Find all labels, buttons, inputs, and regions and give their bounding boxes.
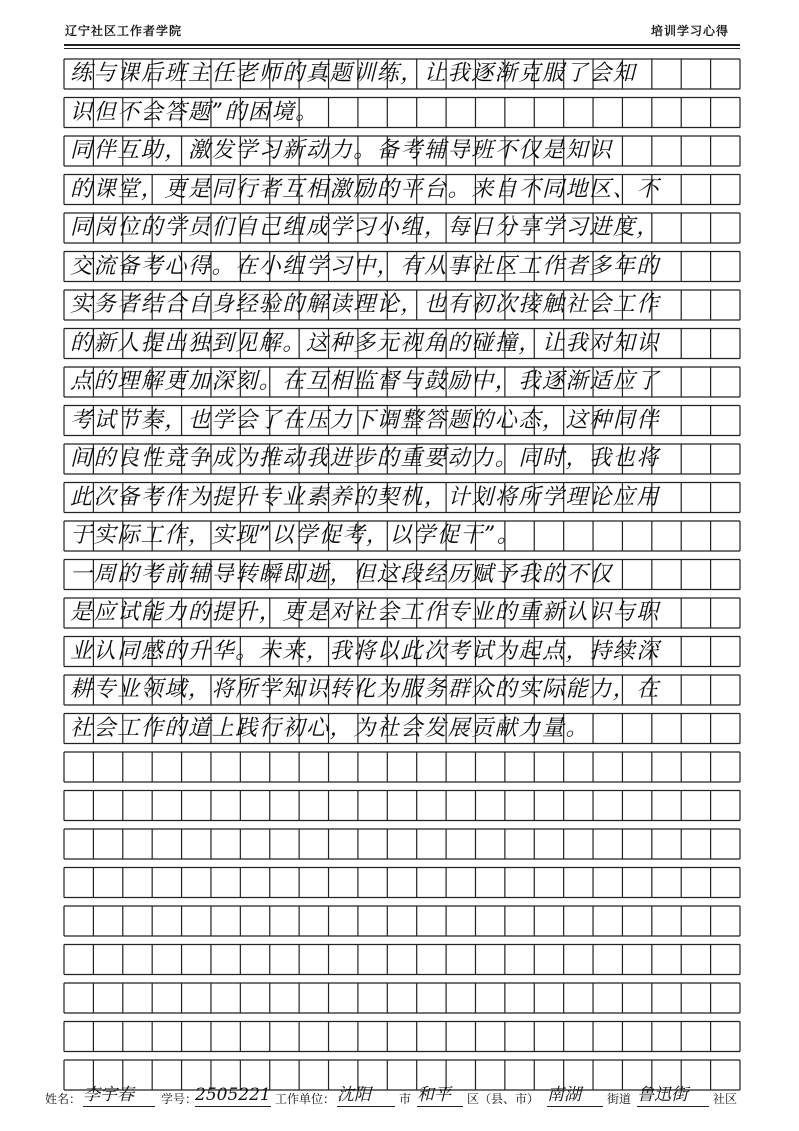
street-value: 南湖 [547,1084,603,1107]
student-id-value: 2505221 [195,1085,271,1105]
student-id-label: 学号： [161,1092,198,1106]
text-line: 同伴互助，激发学习新动力。备考辅导班不仅是知识 [70,138,613,163]
text-line: 点的理解更加深刻。在互相监督与鼓励中，我逐渐适应了 [70,369,661,394]
text-line: 的课堂，更是同行者互相激励的平台。来自不同地区、不 [70,176,661,202]
district-label: 区（县、市） [467,1092,540,1106]
text-line: 同岗位的学员们自己组成学习小组，每日分享学习进度， [70,215,661,240]
street-label: 街道 [607,1092,632,1106]
city-value: 沈阳 [337,1084,395,1107]
community-value: 鲁迅街 [637,1084,709,1107]
text-line: 识但不会答题”的困境。 [70,99,319,125]
text-line: 一周的考前辅导转瞬即逝，但这段经历赋予我的不仅 [70,561,613,587]
name-signature: 李宇春 [83,1084,155,1107]
text-line: 于实际工作，实现”以学促考，以学促干”。 [70,523,521,548]
text-line: 练与课后班主任老师的真题训练，让我逐渐克服了会知 [70,61,637,86]
text-line: 业认同感的升华。未来，我将以此次考试为起点，持续深 [70,638,661,664]
work-unit-label: 工作单位： [275,1092,336,1106]
text-line: 是应试能力的提升，更是对社会工作专业的重新认识与职 [70,600,661,625]
text-line: 的新人提出独到见解。这种多元视角的碰撞，让我对知识 [70,330,661,356]
city-label: 市 [399,1092,412,1106]
text-line: 实务者结合自身经验的解读理论，也有初次接触社会工作 [70,292,661,317]
text-line: 考试节奏，也学会了在压力下调整答题的心态，这种同伴 [70,407,661,433]
footer-info [45,1085,765,1110]
text-line: 耕专业领域，将所学知识转化为服务群众的实际能力，在 [70,677,661,702]
text-line: 此次备考作为提升专业素养的契机，计划将所学理论应用 [70,484,661,510]
community-label: 社区 [713,1092,738,1106]
district-value: 和平 [417,1084,463,1107]
header-institute: 辽宁社区工作者学院 [65,24,183,38]
name-label: 姓名： [45,1092,82,1106]
text-line: 间的良性竞争成为推动我进步的重要动力。同时，我也将 [70,446,661,471]
text-line: 交流备考心得。在小组学习中，有从事社区工作者多年的 [70,253,661,279]
text-line: 社会工作的道上践行初心，为社会发展贡献力量。 [70,715,590,741]
header-doc-type: 培训学习心得 [650,24,729,38]
